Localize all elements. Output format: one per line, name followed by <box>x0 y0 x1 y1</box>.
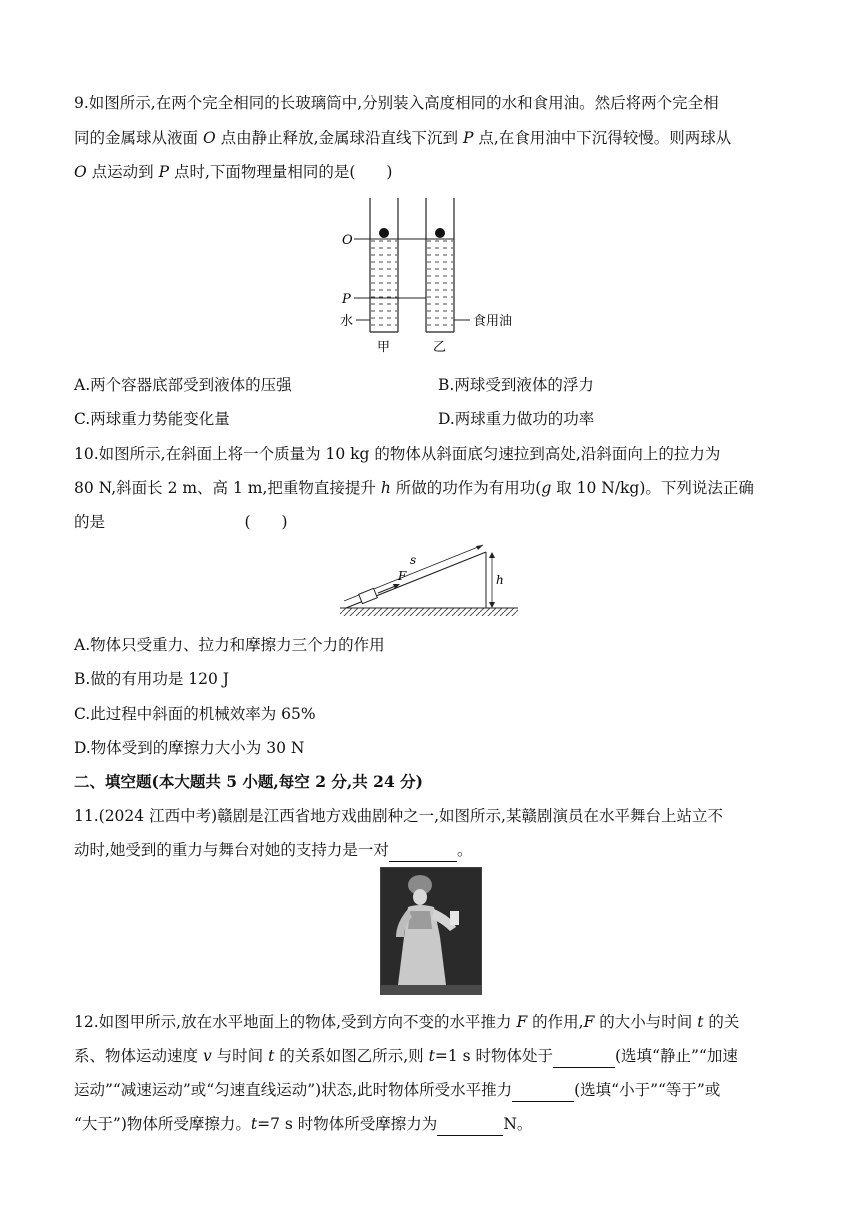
q10-line-3: 的是 ( ) <box>74 513 288 531</box>
q10-option-d: D.物体受到的摩擦力大小为 30 N <box>74 739 305 757</box>
q9-option-a: A.两个容器底部受到液体的压强 <box>74 376 292 394</box>
label-water: 水 <box>340 314 354 329</box>
label-jia: 甲 <box>377 340 391 355</box>
q12-line-1: 12.如图甲所示,放在水平地面上的物体,受到方向不变的水平推力 F 的作用,F 的大小与时间 t 的关 <box>74 1013 740 1031</box>
q9-line-3: O 点运动到 P 点时,下面物理量相同的是( ) <box>74 163 393 181</box>
q9-line-1: 9.如图所示,在两个完全相同的长玻璃筒中,分别装入高度相同的水和食用油。然后将两个完全相 <box>74 94 719 112</box>
label-h: h <box>496 573 504 587</box>
label-yi: 乙 <box>433 340 447 355</box>
label-F: F <box>398 569 407 583</box>
label-P: P <box>342 292 351 307</box>
q10-line-1: 10.如图所示,在斜面上将一个质量为 10 kg 的物体从斜面底匀速拉到高处,沿斜面向上的拉力为 <box>74 445 721 463</box>
q10-option-a: A.物体只受重力、拉力和摩擦力三个力的作用 <box>74 636 385 654</box>
q9-option-b: B.两球受到液体的浮力 <box>438 376 594 394</box>
q10-option-c: C.此过程中斜面的机械效率为 65% <box>74 705 316 723</box>
q12-line-2: 系、物体运动速度 v 与时间 t 的关系如图乙所示,则 t=1 s 时物体处于 (选填“静止”“加速 <box>74 1045 738 1068</box>
section-2-heading: 二、填空题(本大题共 5 小题,每空 2 分,共 24 分) <box>74 772 423 791</box>
q10-option-b: B.做的有用功是 120 J <box>74 670 229 688</box>
q11-line-1: 11.(2024 江西中考)赣剧是江西省地方戏曲剧种之一,如图所示,某赣剧演员在水平舞台上站立不 <box>74 807 723 825</box>
q10-line-2: 80 N,斜面长 2 m、高 1 m,把重物直接提升 h 所做的功作为有用功(g 取 10 N/kg)。下列说法正确 <box>74 479 754 497</box>
label-O: O <box>342 233 353 248</box>
q12-line-4: “大于”)物体所受摩擦力。t=7 s 时物体所受摩擦力为 N。 <box>74 1113 532 1136</box>
q9-line-2: 同的金属球从液面 O 点由静止释放,金属球沿直线下沉到 P 点,在食用油中下沉得较慢。则两球从 <box>74 129 732 147</box>
ball-jia <box>379 228 389 238</box>
q10-figure-incline <box>336 540 522 622</box>
q12-answer-blank-3[interactable] <box>437 1113 503 1136</box>
q9-option-d: D.两球重力做功的功率 <box>438 410 595 428</box>
q12-answer-blank-1[interactable] <box>553 1045 615 1068</box>
q11-answer-blank[interactable] <box>389 839 457 862</box>
label-oil: 食用油 <box>473 314 513 329</box>
q9-figure-glass-tubes <box>330 196 530 358</box>
q11-opera-performer-photo <box>380 867 482 995</box>
q12-line-3: 运动”“减速运动”或“匀速直线运动”)状态,此时物体所受水平推力 (选填“小于”“等于”或 <box>74 1079 720 1102</box>
q12-answer-blank-2[interactable] <box>512 1079 574 1102</box>
q11-line-2: 动时,她受到的重力与舞台对她的支持力是一对 。 <box>74 839 472 862</box>
q9-option-c: C.两球重力势能变化量 <box>74 410 230 428</box>
label-s: s <box>410 553 417 567</box>
ball-yi <box>435 228 445 238</box>
